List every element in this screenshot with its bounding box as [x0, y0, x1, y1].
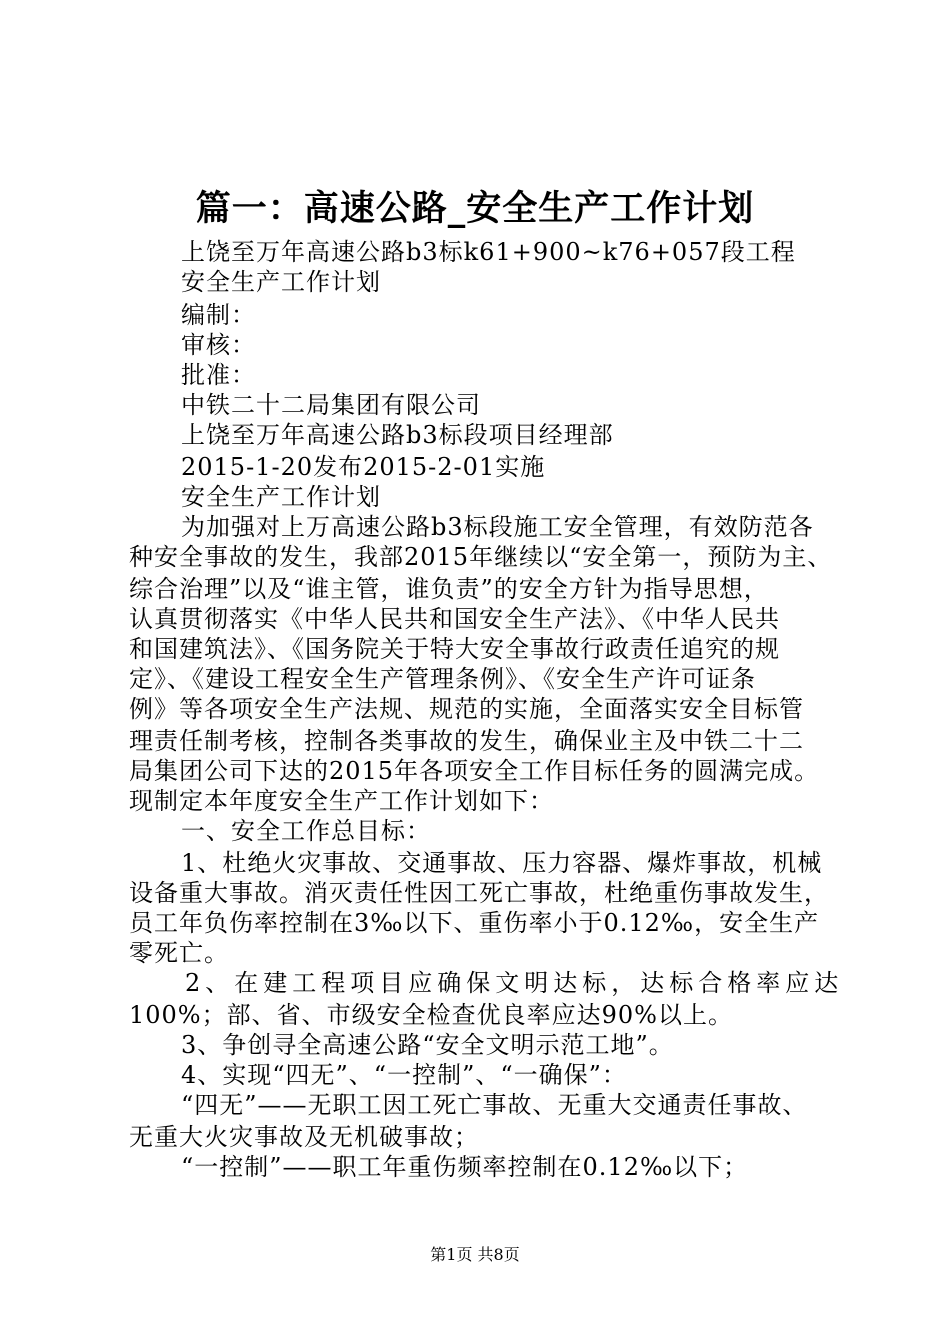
body-line: 安全生产工作计划 — [181, 268, 381, 296]
body-line: 100%；部、省、市级安全检查优良率应达90%以上。 — [129, 1001, 733, 1029]
section-heading: 一、安全工作总目标： — [181, 817, 431, 845]
body-line: 上饶至万年高速公路b3标k61+900~k76+057段工程 — [181, 238, 796, 266]
body-line: 编制： — [181, 301, 256, 329]
body-line: 理责任制考核，控制各类事故的发生，确保业主及中铁二十二 — [129, 727, 804, 755]
body-line: 审核： — [181, 331, 256, 359]
body-line: 安全生产工作计划 — [181, 483, 381, 511]
body-line: 认真贯彻落实《中华人民共和国安全生产法》、《中华人民共 — [129, 605, 780, 633]
body-line: “一控制”——职工年重伤频率控制在0.12‰以下； — [181, 1153, 749, 1181]
body-line: 2、在建工程项目应确保文明达标，达标合格率应达 — [185, 969, 844, 997]
body-line: 为加强对上万高速公路b3标段施工安全管理，有效防范各 — [181, 513, 814, 541]
body-line: 和国建筑法》、《国务院关于特大安全事故行政责任追究的规 — [129, 635, 780, 663]
body-line: “四无”——无职工因工死亡事故、无重大交通责任事故、 — [181, 1091, 808, 1119]
body-line: 零死亡。 — [129, 939, 229, 967]
body-line: 设备重大事故。消灭责任性因工死亡事故，杜绝重伤事故发生， — [129, 879, 829, 907]
body-line: 上饶至万年高速公路b3标段项目经理部 — [181, 421, 614, 449]
body-line: 员工年负伤率控制在3‰以下、重伤率小于0.12‰，安全生产 — [129, 909, 820, 937]
body-line: 4、实现“四无”、“一控制”、“一确保”： — [181, 1061, 627, 1089]
body-line: 定》、《建设工程安全生产管理条例》、《安全生产许可证条 — [129, 665, 756, 693]
body-line: 2015-1-20发布2015-2-01实施 — [181, 453, 546, 481]
body-line: 批准： — [181, 361, 256, 389]
body-line: 中铁二十二局集团有限公司 — [181, 391, 481, 419]
body-line: 局集团公司下达的2015年各项安全工作目标任务的圆满完成。 — [129, 757, 820, 785]
page-footer: 第1页 共8页 — [430, 1245, 520, 1264]
body-line: 综合治理”以及“谁主管，谁负责”的安全方针为指导思想， — [129, 575, 769, 603]
body-line: 3、争创寻全高速公路“安全文明示范工地”。 — [181, 1031, 674, 1059]
body-line: 现制定本年度安全生产工作计划如下： — [129, 787, 554, 815]
body-line: 无重大火灾事故及无机破事故； — [129, 1123, 479, 1151]
body-line: 例》等各项安全生产法规、规范的实施，全面落实安全目标管 — [129, 695, 804, 723]
body-line: 1、杜绝火灾事故、交通事故、压力容器、爆炸事故，机械 — [181, 849, 823, 877]
document-title: 篇一：高速公路_安全生产工作计划 — [195, 188, 755, 229]
body-line: 种安全事故的发生，我部2015年继续以“安全第一，预防为主、 — [129, 543, 833, 571]
